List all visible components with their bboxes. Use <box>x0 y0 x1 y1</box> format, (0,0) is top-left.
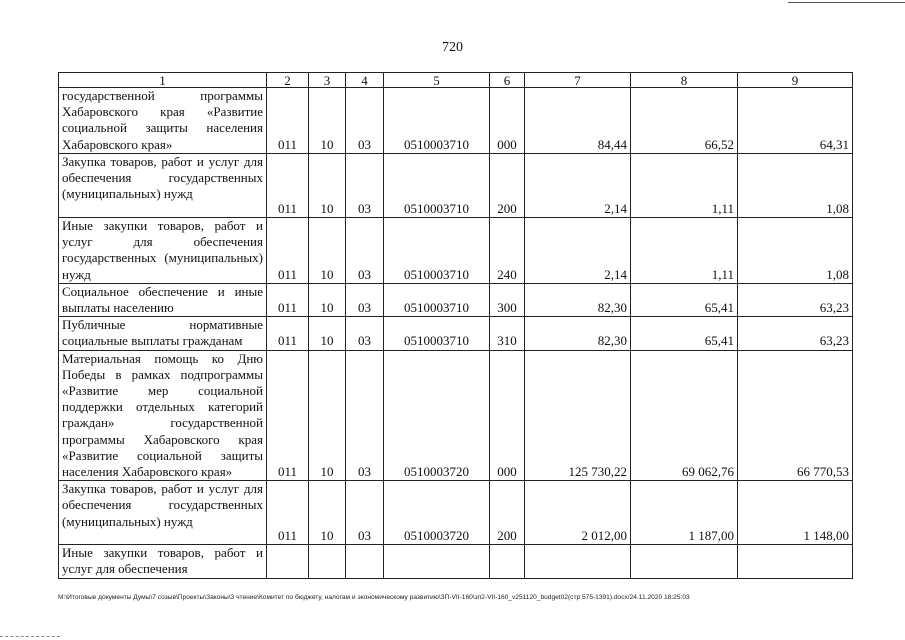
row-description: Иные закупки товаров, работ и услуг для обеспечения <box>59 545 267 578</box>
column-number: 6 <box>490 73 525 88</box>
subsection-code: 03 <box>346 88 384 154</box>
section-code: 10 <box>309 88 346 154</box>
amount-col7: 82,30 <box>525 283 631 316</box>
column-number: 3 <box>309 73 346 88</box>
row-description: Иные закупки товаров, работ и услуг для обеспечения государственных (муниципальных) нужд <box>59 218 267 284</box>
target-article-code: 0510003710 <box>384 88 490 154</box>
file-path-footer: M:\Итоговые документы Думы\7 созыв\Проекты\Законы\3 чтение\Комитет по бюджету, налогам и экономическому развитию\ЗП-VII-160\зп2-VII-160_v251120_budget02(стр 575-1391).docx/24.11.2020 18:25:03 <box>58 594 690 601</box>
table-row <box>59 283 853 316</box>
target-article-code: 0510003720 <box>384 350 490 481</box>
amount-col9: 1,08 <box>738 218 853 284</box>
row-description: Закупка товаров, работ и услуг для обеспечения государственных (муниципальных) нужд <box>59 154 267 218</box>
amount-col9: 66 770,53 <box>738 350 853 481</box>
expense-type-code: 000 <box>490 88 525 154</box>
amount-col8: 65,41 <box>631 317 738 350</box>
amount-col7 <box>525 545 631 578</box>
amount-col8: 69 062,76 <box>631 350 738 481</box>
amount-col8: 1,11 <box>631 218 738 284</box>
top-rule <box>788 2 905 3</box>
code-kcsr: 011 <box>267 88 309 154</box>
amount-col9 <box>738 545 853 578</box>
amount-col7: 125 730,22 <box>525 350 631 481</box>
table-row <box>59 481 853 545</box>
bottom-rule <box>0 636 60 637</box>
expense-type-code: 300 <box>490 283 525 316</box>
column-number: 1 <box>59 73 267 88</box>
expense-type-code: 240 <box>490 218 525 284</box>
subsection-code: 03 <box>346 317 384 350</box>
code-kcsr: 011 <box>267 317 309 350</box>
amount-col8: 1 187,00 <box>631 481 738 545</box>
code-kcsr <box>267 545 309 578</box>
amount-col9: 63,23 <box>738 283 853 316</box>
subsection-code: 03 <box>346 154 384 218</box>
code-kcsr: 011 <box>267 218 309 284</box>
section-code <box>309 545 346 578</box>
section-code: 10 <box>309 218 346 284</box>
section-code: 10 <box>309 283 346 316</box>
expense-type-code: 200 <box>490 481 525 545</box>
amount-col8: 66,52 <box>631 88 738 154</box>
section-code: 10 <box>309 317 346 350</box>
expense-type-code: 200 <box>490 154 525 218</box>
subsection-code: 03 <box>346 350 384 481</box>
target-article-code: 0510003710 <box>384 154 490 218</box>
code-kcsr: 011 <box>267 283 309 316</box>
subsection-code: 03 <box>346 481 384 545</box>
section-code: 10 <box>309 481 346 545</box>
section-code: 10 <box>309 154 346 218</box>
amount-col7: 84,44 <box>525 88 631 154</box>
target-article-code: 0510003710 <box>384 218 490 284</box>
table-row <box>59 350 853 481</box>
column-number-row <box>59 73 853 88</box>
amount-col7: 2,14 <box>525 154 631 218</box>
column-number: 4 <box>346 73 384 88</box>
target-article-code: 0510003710 <box>384 283 490 316</box>
subsection-code: 03 <box>346 283 384 316</box>
column-number: 9 <box>738 73 853 88</box>
row-description: Материальная помощь ко Дню Победы в рамках подпрограммы «Развитие мер социальной поддержки отдельных категорий граждан» государственной программы Хабаровского края «Развитие социальной защиты населения Хабаровского края» <box>59 350 267 481</box>
amount-col9: 1,08 <box>738 154 853 218</box>
amount-col8: 1,11 <box>631 154 738 218</box>
amount-col8 <box>631 545 738 578</box>
target-article-code: 0510003720 <box>384 481 490 545</box>
table-row <box>59 317 853 350</box>
budget-table <box>58 72 853 579</box>
amount-col7: 2 012,00 <box>525 481 631 545</box>
target-article-code <box>384 545 490 578</box>
target-article-code: 0510003710 <box>384 317 490 350</box>
subsection-code <box>346 545 384 578</box>
amount-col9: 63,23 <box>738 317 853 350</box>
column-number: 8 <box>631 73 738 88</box>
row-description: Закупка товаров, работ и услуг для обеспечения государственных (муниципальных) нужд <box>59 481 267 545</box>
table-row <box>59 154 853 218</box>
row-description: Социальное обеспечение и иные выплаты населению <box>59 283 267 316</box>
row-description: государственной программы Хабаровского края «Развитие социальной защиты населения Хабаровского края» <box>59 88 267 154</box>
table-row <box>59 218 853 284</box>
column-number: 5 <box>384 73 490 88</box>
expense-type-code: 310 <box>490 317 525 350</box>
amount-col7: 82,30 <box>525 317 631 350</box>
expense-type-code: 000 <box>490 350 525 481</box>
amount-col9: 64,31 <box>738 88 853 154</box>
column-number: 2 <box>267 73 309 88</box>
table-row <box>59 545 853 578</box>
amount-col9: 1 148,00 <box>738 481 853 545</box>
code-kcsr: 011 <box>267 481 309 545</box>
code-kcsr: 011 <box>267 154 309 218</box>
column-number: 7 <box>525 73 631 88</box>
table-row <box>59 88 853 154</box>
section-code: 10 <box>309 350 346 481</box>
page-number: 720 <box>442 40 463 55</box>
amount-col8: 65,41 <box>631 283 738 316</box>
row-description: Публичные нормативные социальные выплаты гражданам <box>59 317 267 350</box>
amount-col7: 2,14 <box>525 218 631 284</box>
expense-type-code <box>490 545 525 578</box>
subsection-code: 03 <box>346 218 384 284</box>
code-kcsr: 011 <box>267 350 309 481</box>
